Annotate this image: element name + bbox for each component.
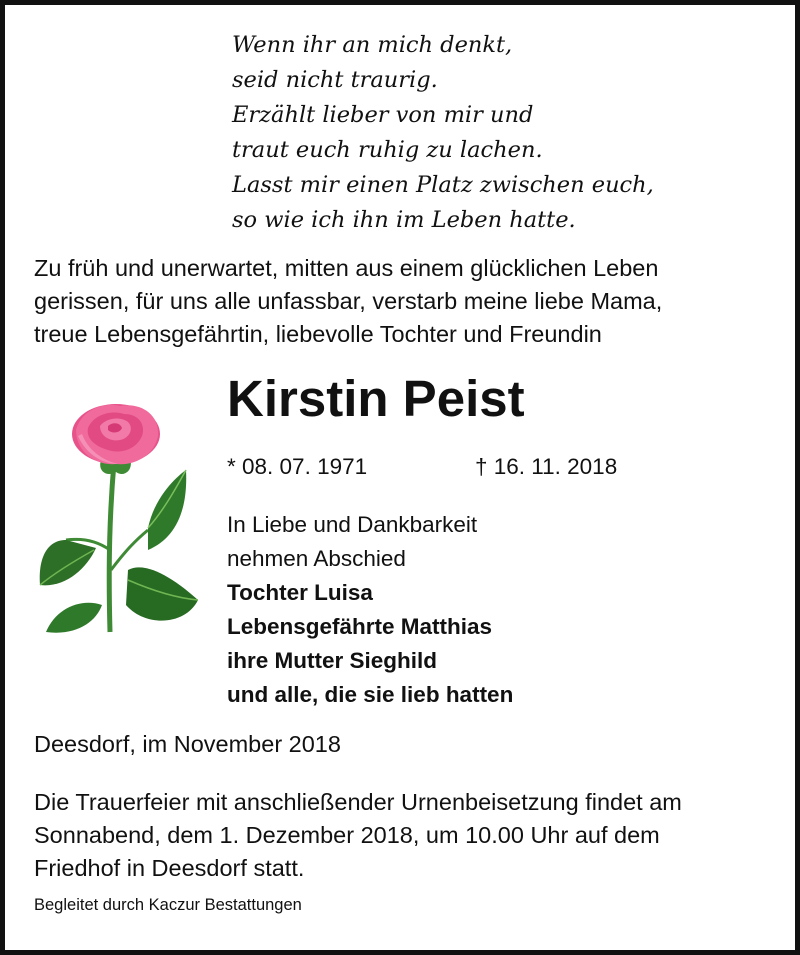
intro-text xyxy=(34,252,774,351)
rose-image xyxy=(36,400,206,640)
funeral-notice xyxy=(34,786,774,885)
mourners-block xyxy=(227,508,767,712)
intro-line: gerissen, für uns alle unfassbar, verstarb meine liebe Mama, xyxy=(34,288,663,314)
place-date: Deesdorf, im November 2018 xyxy=(34,731,341,757)
intro-line: treue Lebensgefährtin, liebevolle Tochter und Freundin xyxy=(34,321,602,347)
mourners-intro-line: In Liebe und Dankbarkeit xyxy=(227,512,478,537)
mourner-name: und alle, die sie lieb hatten xyxy=(227,682,514,707)
poem-line: traut euch ruhig zu lachen. xyxy=(232,137,543,163)
poem-line: so wie ich ihn im Leben hatte. xyxy=(232,207,576,233)
mourner-name: Lebensgefährte Matthias xyxy=(227,614,493,639)
funeral-line: Sonnabend, dem 1. Dezember 2018, um 10.00 Uhr auf dem xyxy=(34,822,660,848)
birth-date: * 08. 07. 1971 xyxy=(227,454,368,479)
mourners-intro-line: nehmen Abschied xyxy=(227,546,406,571)
poem-line: Lasst mir einen Platz zwischen euch, xyxy=(232,172,654,198)
mourner-name: Tochter Luisa xyxy=(227,580,373,605)
funeral-line: Friedhof in Deesdorf statt. xyxy=(34,855,305,881)
death-date: † 16. 11. 2018 xyxy=(475,454,618,479)
deceased-name: Kirstin Peist xyxy=(227,370,525,427)
poem-line: Wenn ihr an mich denkt, xyxy=(232,32,513,58)
poem-line: Erzählt lieber von mir und xyxy=(232,102,534,128)
mourner-name: ihre Mutter Sieghild xyxy=(227,648,438,673)
poem xyxy=(232,28,752,238)
funeral-line: Die Trauerfeier mit anschließender Urnenbeisetzung findet am xyxy=(34,789,682,815)
poem-line: seid nicht traurig. xyxy=(232,67,438,93)
undertaker-credit: Begleitet durch Kaczur Bestattungen xyxy=(34,896,302,914)
intro-line: Zu früh und unerwartet, mitten aus einem glücklichen Leben xyxy=(34,255,659,281)
